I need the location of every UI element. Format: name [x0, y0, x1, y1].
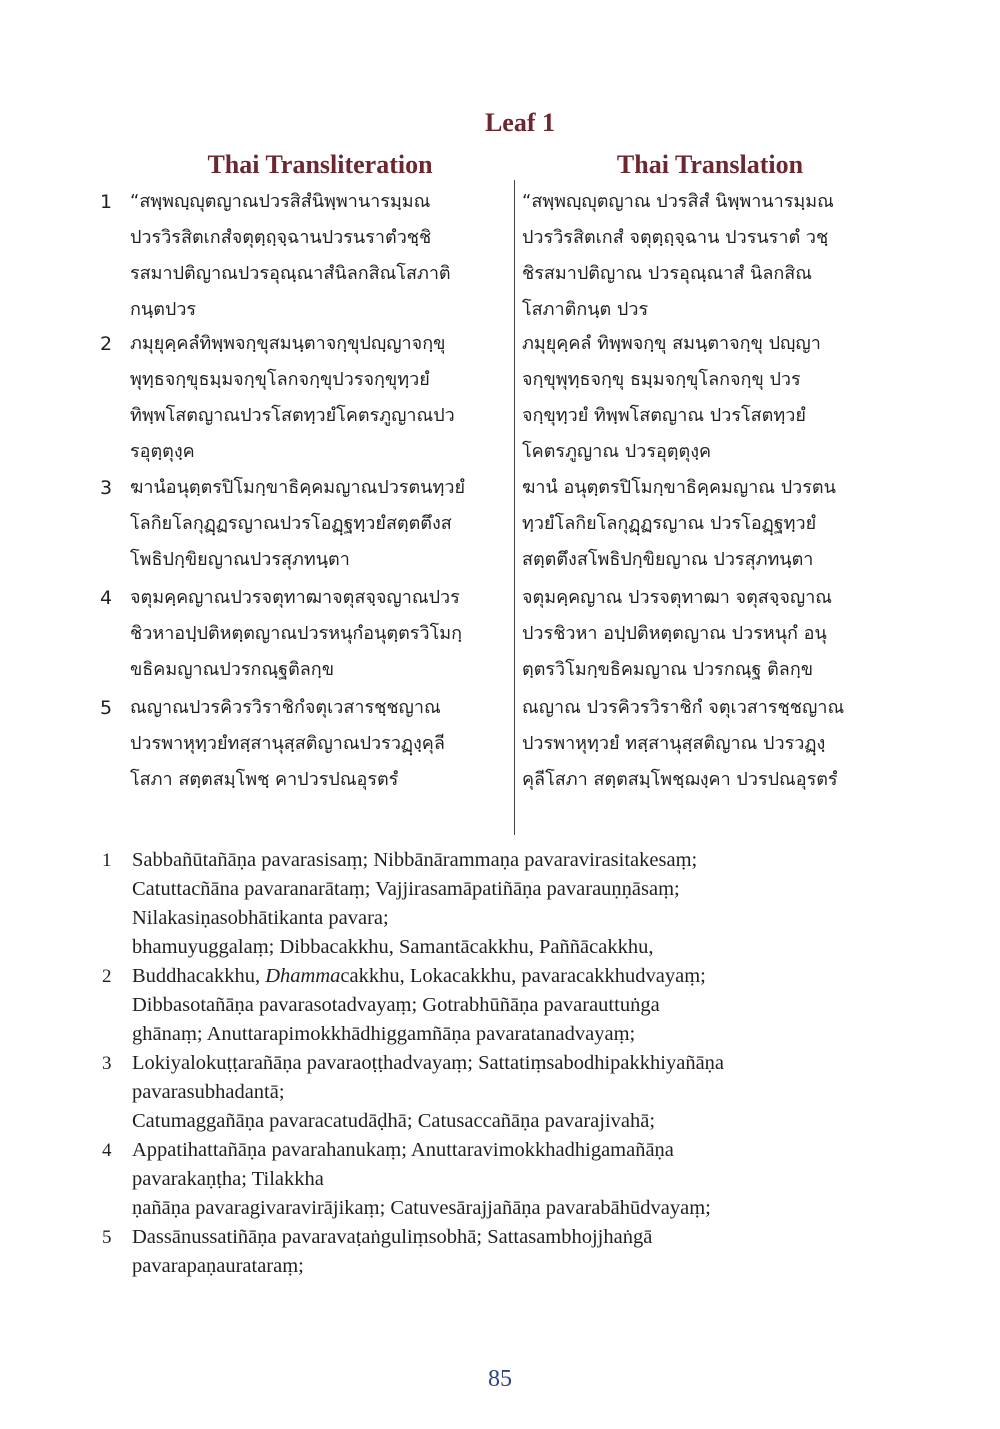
column-divider	[514, 180, 515, 835]
italic-term: Dhamma	[265, 965, 341, 987]
footnote-line: Catuttacñāna pavaranarātaṃ; Vajjirasamāpatiñāṇa pavarauṇṇāsaṃ;	[132, 878, 680, 900]
text-line: รอุตฺตุงฺค	[130, 441, 195, 462]
footnote-line: Dibbasotañāṇa pavarasotadvayaṃ; Gotrabhūñāṇa pavarauttuṅga	[132, 994, 660, 1016]
footnote-line: Sabbañūtañāṇa pavarasisaṃ; Nibbānārammaṇa pavaravirasitakesaṃ;	[132, 849, 698, 871]
transliteration-text	[130, 184, 506, 328]
text-line: จกฺขุพุทฺธจกฺขุ ธมฺมจกฺขุโลกจกฺขุ ปวร	[522, 369, 801, 390]
text-line: ฆานํอนุตฺตรปิโมกฺขาธิคฺคมญาณปวรตนทฺวยํ	[130, 477, 465, 498]
text-line: โคตรภูญาณ ปวรอุตฺตุงฺค	[522, 441, 712, 462]
footnote-line: Buddhacakkhu, Dhammacakkhu, Lokacakkhu, pavaracakkhudvayaṃ;	[132, 965, 706, 987]
footnote-number: 2	[102, 966, 112, 987]
text-line: ขธิคมญาณปวรกณฺฐติลกฺข	[130, 659, 334, 680]
footnote-line: pavarapaṇaurataraṃ;	[132, 1255, 304, 1277]
footnote-line: Lokiyalokuṭṭarañāṇa pavaraoṭṭhadvayaṃ; Sattatiṃsabodhipakkhiyañāṇa	[132, 1052, 725, 1074]
translation-text	[522, 184, 902, 328]
leaf-title: Leaf 1	[484, 108, 556, 137]
footnote-number: 1	[102, 850, 112, 871]
text-line: ณญาณปวรคิวรวิราชิกํจตุเวสารชฺชญาณ	[130, 697, 441, 718]
text-line: ชิวหาอปฺปติหตฺตญาณปวรหนุกํอนุตฺตรวิโมกฺ	[130, 623, 463, 644]
text-line: โพธิปกฺขิยญาณปวรสุภทนฺตา	[130, 549, 350, 570]
text-line: ภมุยุคฺคลํ ทิพฺพจกฺขุ สมนฺตาจกฺขุ ปญฺญา	[522, 333, 821, 354]
text-line: ทิพฺพโสตญาณปวรโสตทฺวยํโคตรภูญาณปว	[130, 405, 455, 426]
text-line: ทฺวยํโลกิยโลกุฏฺฏรญาณ ปวรโอฏฺฐทฺวยํ	[522, 513, 817, 534]
footnote-line: ghānaṃ; Anuttarapimokkhādhiggamñāṇa pavaratanadvayaṃ;	[132, 1023, 636, 1045]
verse-number: 2	[100, 333, 113, 355]
footnote-number: 3	[102, 1053, 112, 1074]
text-line: รสมาปติญาณปวรอุณฺณาสํนิลกสิณโสภาติ	[130, 263, 451, 284]
text-line: ภมุยุคฺคลํทิพฺพจกฺขุสมนฺตาจกฺขุปญฺญาจกฺขุ	[130, 333, 446, 354]
footnote-number: 4	[102, 1140, 112, 1161]
text-line: ปวรพาหุทฺวยํทสฺสานุสฺสติญาณปวรวฏฺงฺคุลี	[130, 733, 445, 754]
text-line: ปวรวิรสิตเกสํจตุตฺถฺจฺฉานปวรนราตํวชฺชิ	[130, 227, 432, 248]
page-number: 85	[488, 1366, 512, 1392]
column-header-translation: Thai Translation	[616, 150, 804, 179]
footnote-number: 5	[102, 1227, 112, 1248]
footnote-line: bhamuyuggalaṃ; Dibbacakkhu, Samantācakkhu, Paññācakkhu,	[132, 936, 654, 958]
footnote-line: Dassānussatiñāṇa pavaravaṭaṅguliṃsobhā; Sattasambhojjhaṅgā	[132, 1226, 653, 1248]
text-line: ณญาณ ปวรคิวรวิราชิกํ จตุเวสารชฺชญาณ	[522, 697, 845, 718]
text-line: โสภาติกนฺต ปวร	[522, 299, 649, 320]
text-line: “สพฺพญฺญุตญาณปวรสิสํนิพฺพานารมฺมณ	[130, 191, 431, 212]
footnote-line: ṇañāṇa pavaragivaravirājikaṃ; Catuvesārajjañāṇa pavarabāhūdvayaṃ;	[132, 1197, 711, 1219]
column-header-transliteration: Thai Transliteration	[207, 150, 433, 179]
transliteration-text	[130, 470, 506, 578]
translation-text	[522, 470, 902, 578]
verse-number: 5	[100, 697, 113, 719]
text-line: จตุมคฺคญาณ ปวรจตุทาฒา จตุสจฺจญาณ	[522, 587, 833, 608]
verse-number: 4	[100, 587, 113, 609]
verse-number: 1	[100, 191, 113, 213]
translation-text	[522, 326, 902, 470]
footnote-line: Nilakasiṇasobhātikanta pavara;	[132, 907, 389, 929]
text-line: สตฺตตึงสโพธิปกฺขิยญาณ ปวรสุภทนฺตา	[522, 549, 814, 570]
text-line: พุทฺธจกฺขุธมฺมจกฺขุโลกจกฺขุปวรจกฺขุทฺวยํ	[130, 369, 430, 390]
transliteration-text	[130, 326, 506, 470]
text-line: จตุมคฺคญาณปวรจตุทาฒาจตุสจฺจญาณปวร	[130, 587, 460, 608]
text-line: ปวรชิวหา อปฺปติหตฺตญาณ ปวรหนุกํ อนุ	[522, 623, 827, 644]
text-line: โลกิยโลกุฏฺฏรญาณปวรโอฏฺฐทฺวยํสตฺตตึงส	[130, 513, 452, 534]
text-line: คุลีโสภา สตฺตสมฺโพชฺฌงฺคา ปวรปณอุรตรํ	[522, 769, 838, 790]
footnote-line: pavarakaṇṭha; Tilakkha	[132, 1168, 324, 1190]
translation-text	[522, 580, 902, 688]
translation-text	[522, 690, 902, 798]
text-line: โสภา สตฺตสมฺโพชฺ คาปวรปณอุรตรํ	[130, 769, 399, 790]
text-line: ปวรพาหุทฺวยํ ทสฺสานุสฺสติญาณ ปวรวฏฺงฺ	[522, 733, 826, 754]
footnote-line: Appatihattañāṇa pavarahanukaṃ; Anuttaravimokkhadhigamañāṇa	[132, 1139, 674, 1161]
text-line: กนฺตปวร	[130, 299, 197, 320]
text-line: ชิรสมาปติญาณ ปวรอุณฺณาสํ นิลกสิณ	[522, 263, 812, 284]
transliteration-text	[130, 690, 506, 798]
footnote-line: pavarasubhadantā;	[132, 1081, 285, 1103]
transliteration-text	[130, 580, 506, 688]
text-line: ฆานํ อนุตฺตรปิโมกฺขาธิคฺคมญาณ ปวรตน	[522, 477, 836, 498]
verse-number: 3	[100, 477, 113, 499]
text-line: ตฺตรวิโมกฺขธิคมญาณ ปวรกณฺฐ ติลกฺข	[522, 659, 814, 680]
text-line: “สพฺพญฺญุตญาณ ปวรสิสํ นิพฺพานารมฺมณ	[522, 191, 834, 212]
text-line: จกฺขุทฺวยํ ทิพฺพโสตญาณ ปวรโสตทฺวยํ	[522, 405, 806, 426]
footnote-line: Catumaggañāṇa pavaracatudāḍhā; Catusaccañāṇa pavarajivahā;	[132, 1110, 656, 1132]
text-line: ปวรวิรสิตเกสํ จตุตฺถฺจฺฉาน ปวรนราตํ วชฺ	[522, 227, 829, 248]
